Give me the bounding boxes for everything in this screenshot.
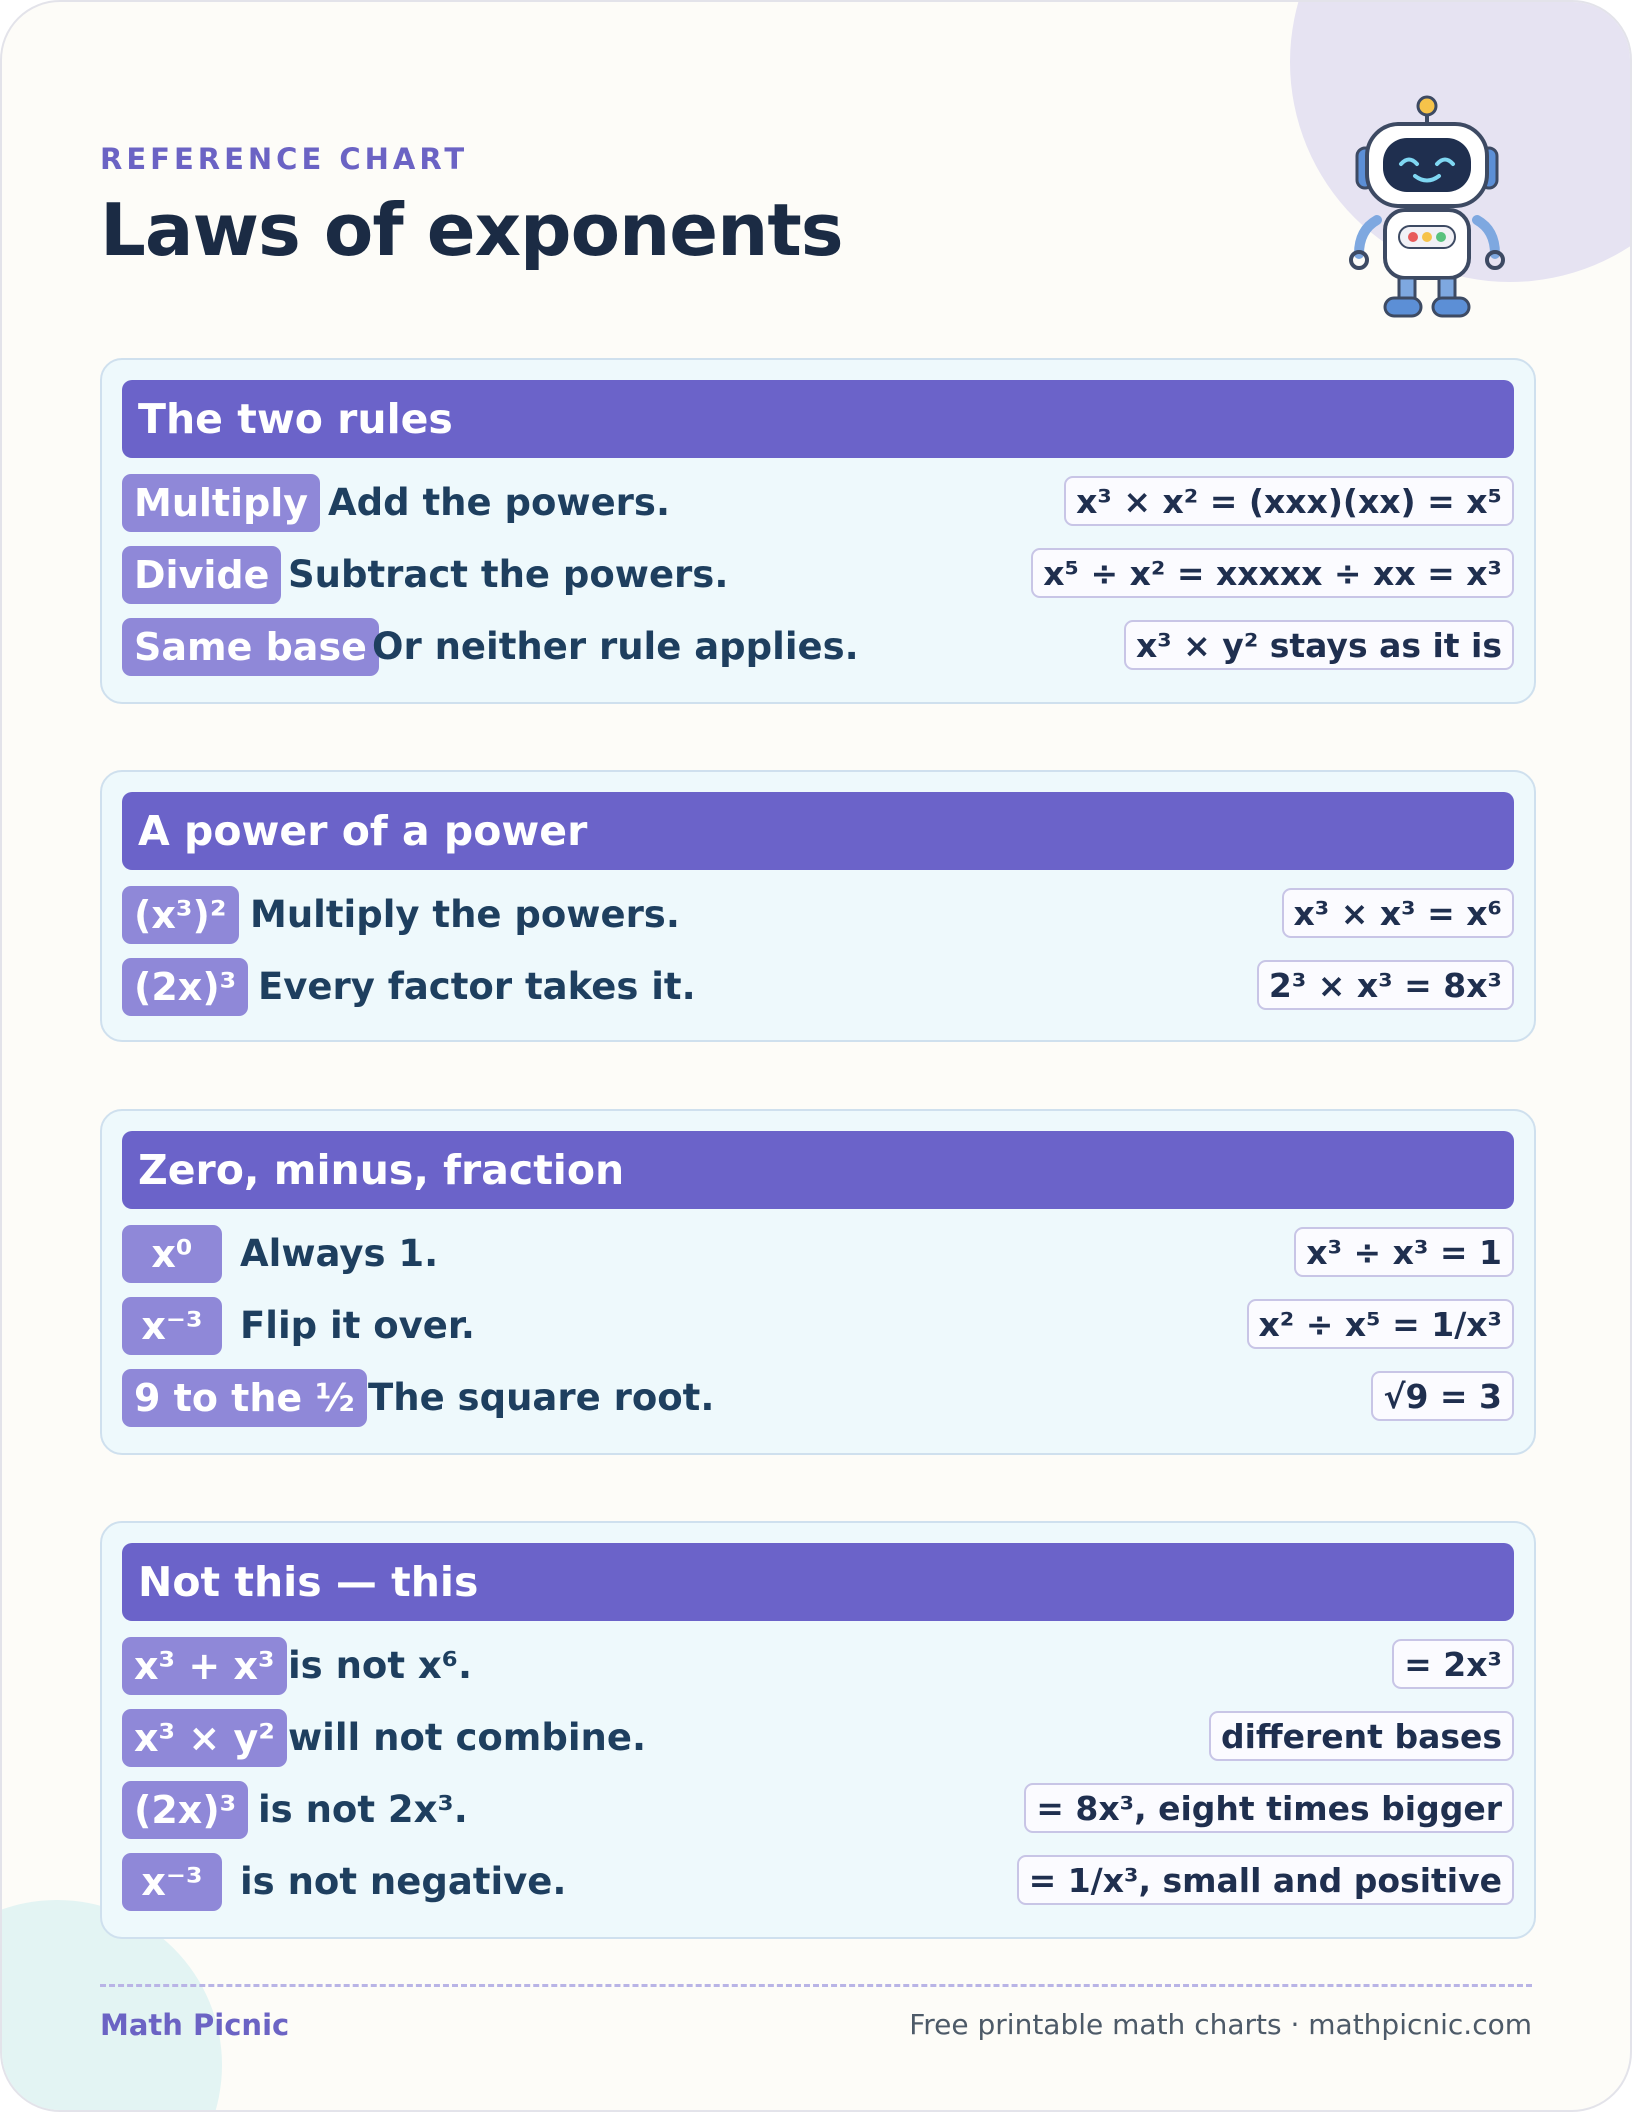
rule-example: x³ × y² stays as it is [1124, 620, 1514, 670]
section-heading: Not this — this [122, 1543, 1514, 1621]
rule-description: Multiply the powers. [250, 893, 680, 936]
rule-row [122, 618, 1514, 676]
rule-tag: x³ × y² [122, 1709, 287, 1767]
section-two-rules [100, 358, 1536, 704]
rule-description: Or neither rule applies. [372, 625, 859, 668]
rule-example: x³ × x² = (xxx)(xx) = x⁵ [1064, 476, 1514, 526]
rule-row [122, 1297, 1514, 1355]
rule-tag: Multiply [122, 474, 320, 532]
page-title: Laws of exponents [100, 188, 843, 272]
rule-tag: x⁰ [122, 1225, 222, 1283]
rule-description: will not combine. [288, 1716, 647, 1759]
rule-description: The square root. [368, 1376, 715, 1419]
rule-example: x³ ÷ x³ = 1 [1294, 1227, 1514, 1277]
rule-tag: Divide [122, 546, 281, 604]
rule-row [122, 474, 1514, 532]
rule-row [122, 886, 1514, 944]
rule-description: Every factor takes it. [258, 965, 696, 1008]
section-not-this-this [100, 1521, 1536, 1939]
rule-example: = 2x³ [1392, 1639, 1514, 1689]
rule-description: Add the powers. [328, 481, 670, 524]
rule-tag: x⁻³ [122, 1297, 222, 1355]
rule-example: √9 = 3 [1371, 1371, 1514, 1421]
rule-tag: x³ + x³ [122, 1637, 287, 1695]
rule-tag: (2x)³ [122, 1781, 248, 1839]
rule-row [122, 1709, 1514, 1767]
section-heading: Zero, minus, fraction [122, 1131, 1514, 1209]
rule-description: Subtract the powers. [288, 553, 729, 596]
rule-example: x² ÷ x⁵ = 1/x³ [1247, 1299, 1515, 1349]
rule-description: Flip it over. [240, 1304, 475, 1347]
section-heading: The two rules [122, 380, 1514, 458]
rule-description: is not x⁶. [288, 1644, 473, 1687]
section-heading: A power of a power [122, 792, 1514, 870]
rule-row [122, 546, 1514, 604]
rule-example: different bases [1209, 1711, 1514, 1761]
rule-tag: Same base [122, 618, 379, 676]
rule-tag: x⁻³ [122, 1853, 222, 1911]
rule-tag: 9 to the ½ [122, 1369, 367, 1427]
eyebrow-label: REFERENCE CHART [100, 142, 469, 176]
rule-row [122, 1225, 1514, 1283]
rule-example: x⁵ ÷ x² = xxxxx ÷ xx = x³ [1031, 548, 1514, 598]
rule-row [122, 1853, 1514, 1911]
footer-divider [100, 1984, 1532, 1987]
section-power-of-power [100, 770, 1536, 1042]
rule-tag: (2x)³ [122, 958, 248, 1016]
robot-icon [1347, 94, 1507, 324]
rule-description: is not negative. [240, 1860, 567, 1903]
section-zero-minus-fraction [100, 1109, 1536, 1455]
rule-description: is not 2x³. [258, 1788, 468, 1831]
rule-example: = 1/x³, small and positive [1017, 1855, 1514, 1905]
rule-row [122, 1781, 1514, 1839]
rule-example: x³ × x³ = x⁶ [1282, 888, 1514, 938]
rule-row [122, 1637, 1514, 1695]
rule-row [122, 1369, 1514, 1427]
rule-example: 2³ × x³ = 8x³ [1257, 960, 1514, 1010]
rule-row [122, 958, 1514, 1016]
footer-brand: Math Picnic [100, 2008, 290, 2042]
rule-example: = 8x³, eight times bigger [1024, 1783, 1514, 1833]
rule-tag: (x³)² [122, 886, 239, 944]
rule-description: Always 1. [240, 1232, 439, 1275]
footer-tagline: Free printable math charts · mathpicnic.com [909, 2008, 1532, 2041]
